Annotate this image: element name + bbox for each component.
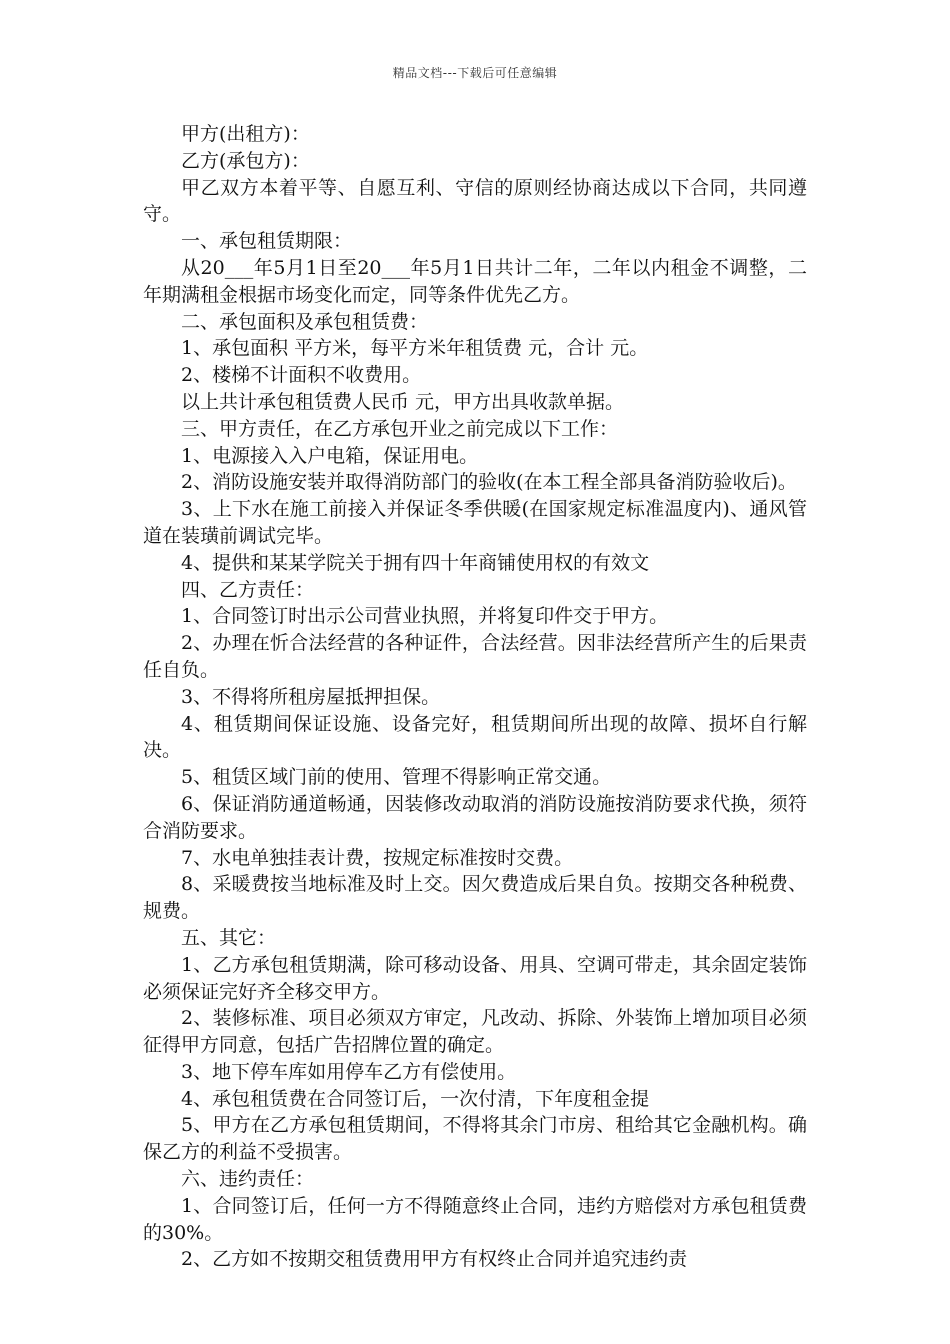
clause-area-fee-total: 以上共计承包租赁费人民币 元，甲方出具收款单据。 xyxy=(181,390,625,413)
clause-lessee-3: 3、不得将所租房屋抵押担保。 xyxy=(181,685,441,708)
clause-other-4: 4、承包租赁费在合同签订后，一次付清，下年度租金提 xyxy=(181,1087,650,1110)
clause-term: 从20___年5月1日至20___年5月1日共计二年，二年以内租金不调整，二年期满租金根据市场变化而定，同等条件优先乙方。 xyxy=(143,256,807,306)
clause-area-fee-2: 2、楼梯不计面积不收费用。 xyxy=(181,364,422,387)
lessee-line: 乙方(承包方)： xyxy=(181,149,310,172)
section-heading-term: 一、承包租赁期限： xyxy=(181,230,353,253)
section-heading-area-fee: 二、承包面积及承包租赁费： xyxy=(181,310,429,333)
section-heading-other: 五、其它： xyxy=(181,926,277,949)
section-heading-lessee-duty: 四、乙方责任： xyxy=(181,578,315,601)
clause-lessee-7: 7、水电单独挂表计费，按规定标准按时交费。 xyxy=(181,846,574,869)
lessor-line: 甲方(出租方)： xyxy=(181,123,310,145)
clause-lessor-1: 1、电源接入入户电箱，保证用电。 xyxy=(181,444,479,467)
document-body xyxy=(143,121,807,1273)
clause-lessee-4: 4、租赁期间保证设施、设备完好，租赁期间所出现的故障、损坏自行解决。 xyxy=(143,712,807,762)
clause-other-3: 3、地下停车库如用停车乙方有偿使用。 xyxy=(181,1060,517,1083)
clause-breach-1: 1、合同签订后，任何一方不得随意终止合同，违约方赔偿对方承包租赁费的30%。 xyxy=(143,1194,807,1244)
preamble: 甲乙双方本着平等、自愿互利、守信的原则经协商达成以下合同，共同遵守。 xyxy=(143,176,807,226)
clause-lessee-5: 5、租赁区域门前的使用、管理不得影响正常交通。 xyxy=(181,766,612,789)
clause-other-1: 1、乙方承包租赁期满，除可移动设备、用具、空调可带走，其余固定装饰必须保证完好齐全移交甲方。 xyxy=(143,953,807,1003)
clause-lessee-1: 1、合同签订时出示公司营业执照，并将复印件交于甲方。 xyxy=(181,605,669,628)
section-heading-breach: 六、违约责任： xyxy=(181,1168,315,1191)
clause-lessee-2: 2、办理在忻合法经营的各种证件，合法经营。因非法经营所产生的后果责任自负。 xyxy=(143,632,807,681)
clause-other-2: 2、装修标准、项目必须双方审定，凡改动、拆除、外装饰上增加项目必须征得甲方同意，包括广告招牌位置的确定。 xyxy=(143,1007,807,1057)
clause-lessee-8: 8、采暖费按当地标准及时上交。因欠费造成后果自负。按期交各种税费、规费。 xyxy=(143,873,807,923)
clause-breach-2: 2、乙方如不按期交租赁费用甲方有权终止合同并追究违约责 xyxy=(181,1248,688,1271)
clause-area-fee-1: 1、承包面积 平方米，每平方米年租赁费 元，合计 元。 xyxy=(181,337,649,360)
section-heading-lessor-duty: 三、甲方责任，在乙方承包开业之前完成以下工作： xyxy=(181,417,619,440)
clause-lessor-3: 3、上下水在施工前接入并保证冬季供暖(在国家规定标准温度内)、通风管道在装璜前调试完毕。 xyxy=(143,498,807,547)
page-header: 精品文档---下载后可任意编辑 xyxy=(392,66,558,80)
clause-lessor-2: 2、消防设施安装并取得消防部门的验收(在本工程全部具备消防验收后)。 xyxy=(181,471,797,494)
clause-lessor-4: 4、提供和某某学院关于拥有四十年商铺使用权的有效文 xyxy=(181,551,650,574)
clause-other-5: 5、甲方在乙方承包租赁期间，不得将其余门市房、租给其它金融机构。确保乙方的利益不受损害。 xyxy=(143,1114,807,1164)
clause-lessee-6: 6、保证消防通道畅通，因装修改动取消的消防设施按消防要求代换，须符合消防要求。 xyxy=(143,792,807,842)
